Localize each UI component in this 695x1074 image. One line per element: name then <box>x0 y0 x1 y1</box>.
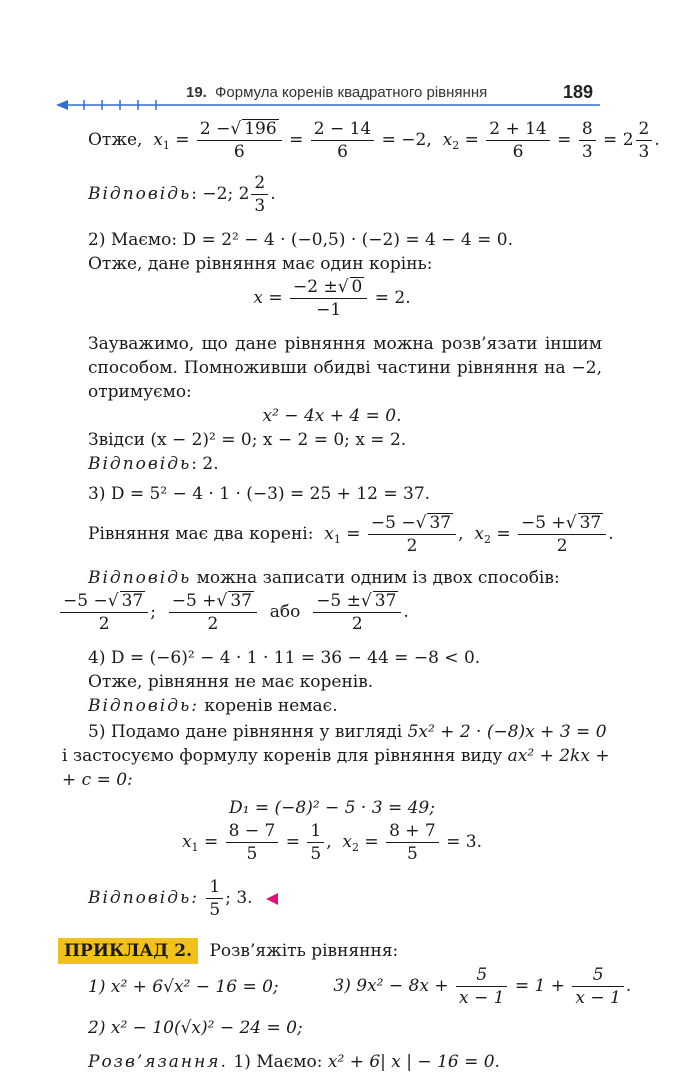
remark-paragraph: Зауважимо, що дане рівняння можна розв’язати іншим способом. Помноживши обидві частини рівняння на −2, отримуємо: <box>88 334 602 402</box>
case-5-discriminant: D₁ = (−8)² − 5 · 3 = 49; <box>229 798 435 818</box>
single-root-formula: x = $\frac{-2 \pm√ 0}{-1}$ = 2. <box>253 277 411 320</box>
two-roots-line: Рівняння має два корені: $x_1$ = $\frac{-5 -√ 37}{2}$ , $x_2$ = $\frac{-5 +√ 37}{2}$ . <box>88 513 614 556</box>
case-4-discriminant: 4) D = (−6)² − 4 · 1 · 11 = 36 − 44 = −8 < 0. <box>88 648 481 668</box>
zvidsy-line: Звідси (x − 2)² = 0; x − 2 = 0; x = 2. <box>88 430 407 450</box>
one-root-text: Отже, дане рівняння має один корінь: <box>88 254 433 274</box>
case-3-discriminant: 3) D = 5² − 4 · 1 · (−3) = 25 + 12 = 37. <box>88 484 431 504</box>
example-badge: ПРИКЛАД 2. <box>58 938 198 964</box>
answer-5: Відповідь: $\frac{1}{5}$ ; 3. <box>62 876 602 928</box>
page-number: 189 <box>562 82 593 102</box>
answer-2: Відповідь: 2. <box>88 454 219 474</box>
case-5-roots: $x_1$ = $\frac{8 - 7}{5}$ = $\frac{1}{5}$ , $x_2$ = $\frac{8 + 7}{5}$ = 3. <box>181 821 483 864</box>
page-content <box>62 118 660 1074</box>
case-5-line-2: і застосуємо формулу коренів для рівняння виду ax² + 2kx + <box>62 746 610 766</box>
example-2-equations-row-2: 2) x² − 10(√x)² − 24 = 0; <box>88 1018 303 1038</box>
example-2-equations-row-1: 1) x² + 6√x² − 16 = 0; 3) 9x² − 8x + $\frac{5}{x - 1}$ = 1 + $\frac{5}{x - 1}$ . <box>88 965 632 1008</box>
case-2-discriminant: 2) Маємо: D = 2² − 4 · (−0,5) · (−2) = 4 − 4 = 0. <box>88 230 513 250</box>
solution-start: Розв’язання. 1) Маємо: x² + 6| x | − 16 = 0. <box>88 1052 500 1072</box>
fraction: $\frac{2 -√ 196}{6}$ <box>197 118 282 163</box>
answer-4: Відповідь: коренів немає. <box>88 696 338 716</box>
answer-1: Відповідь: −2; 2 $\frac{2}{3}$ . <box>88 173 276 216</box>
case-5-line-3: + c = 0: <box>62 770 133 790</box>
answer-3-forms: $\frac{-5 -√ 37}{2}$ ; $\frac{-5 +√ 37}{2}$ або $\frac{-5 \pm√ 37}{2}$ . <box>58 590 602 640</box>
section-title: Формула коренів квадратного рівняння <box>215 84 488 101</box>
roots-line-1: Отже, $x_1$ = $\frac{2 -√ 196}{6}$ = $\frac{2 - 14}{6}$ = −2, $x_2$ = $\frac{2 + 14}{6}$ = $\frac{8}{3}$ = 2 $\frac{2}{3}$ . <box>88 119 660 162</box>
answer-3-intro: Відповідь можна записати одним із двох способів: <box>88 568 560 588</box>
case-5-line-1: 5) Подамо дане рівняння у вигляді 5x² + 2 · (−8)x + 3 = 0 <box>88 722 607 742</box>
section-number: 19. <box>186 84 207 101</box>
example-2-heading: ПРИКЛАД 2. Розв’яжіть рівняння: <box>58 938 602 964</box>
end-of-solution-triangle-icon <box>266 893 278 905</box>
no-roots-text: Отже, рівняння не має коренів. <box>88 672 374 692</box>
quadratic-equation: x² − 4x + 4 = 0. <box>262 406 402 426</box>
header-ruler-arrow-icon <box>56 98 600 112</box>
